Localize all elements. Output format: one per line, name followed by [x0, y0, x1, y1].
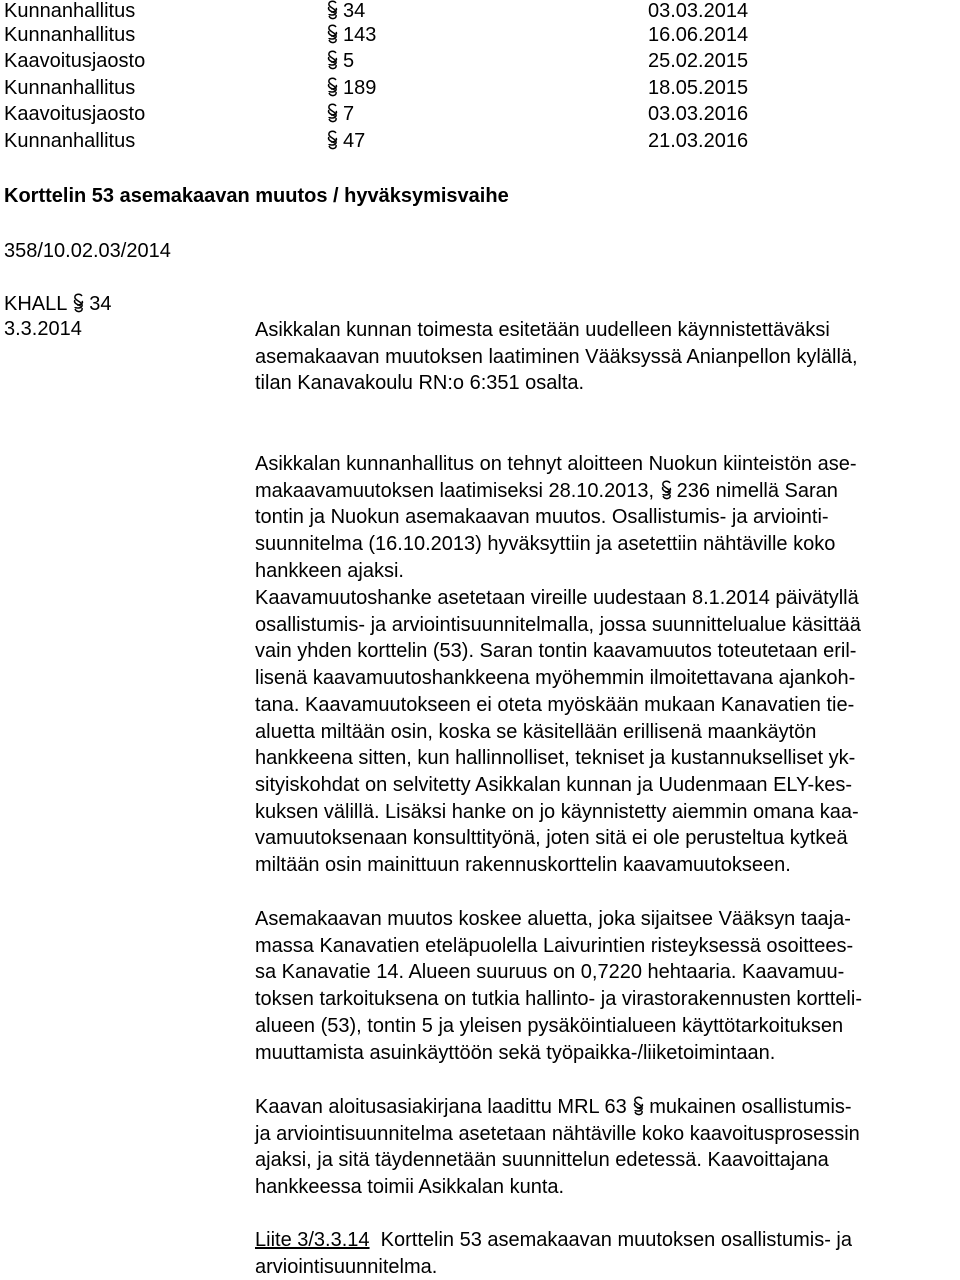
history-number: 7 [326, 103, 354, 125]
section-icon [632, 1096, 645, 1116]
item-reference: KHALL 34 [4, 293, 112, 315]
history-body: Kunnanhallitus [4, 77, 136, 99]
history-body: Kaavoitusjaosto [4, 50, 146, 72]
section-icon [326, 103, 339, 123]
paragraph-2: Asikkalan kunnanhallitus on tehnyt aloitteen Nuokun kiinteistön ase- makaavamuutoksen laatimiseksi 28.10.2013, 236 nimellä Saran tontin ja Nuokun asemakaavan muutos. Osallistumis- ja arviointi- suunnitelma (16.10.2013) hyväksyttiin ja asetettiin nähtäville koko hankkeen ajaksi. [255, 453, 857, 582]
history-date: 25.02.2015 [648, 50, 749, 72]
paragraph-1: Asikkalan kunnan toimesta esitetään uudelleen käynnistettäväksi asemakaavan muutoksen laatiminen Vääksyssä Anianpellon kylällä, tilan Kanavakoulu RN:o 6:351 osalta. [255, 319, 858, 395]
history-number: 189 [326, 77, 376, 99]
section-icon [326, 24, 339, 44]
attachment: Liite 3/3.3.14 Korttelin 53 asemakaavan muutoksen osallistumis- ja arviointisuunnitelma. [255, 1229, 852, 1278]
item-heading: Korttelin 53 asemakaavan muutos / hyväksymisvaihe [4, 185, 509, 207]
section-icon [326, 50, 339, 70]
history-number: 143 [326, 24, 376, 46]
item-date: 3.3.2014 [4, 318, 82, 340]
history-date: 16.06.2014 [648, 24, 749, 46]
history-date: 03.03.2014 [648, 0, 749, 22]
history-body: Kunnanhallitus [4, 0, 136, 22]
section-icon [326, 130, 339, 150]
paragraph-4: Asemakaavan muutos koskee aluetta, joka sijaitsee Vääksyn taaja- massa Kanavatien eteläpuolella Laivurintien risteyksessä osoittees- sa Kanavatie 14. Alueen suuruus on 0,7220 hehtaaria. Kaavamuu- toksen tarkoituksena on tutkia hallinto- ja virastorakennusten kortteli- alueen (53), tontin 5 ja yleisen pysäköintialueen käyttötarkoituksen muuttamista asuinkäyttöön sekä työpaikka-/liiketoimintaan. [255, 908, 862, 1064]
history-number: 47 [326, 130, 365, 152]
history-number: 5 [326, 50, 354, 72]
history-body: Kunnanhallitus [4, 24, 136, 46]
history-body: Kunnanhallitus [4, 130, 136, 152]
history-number: 34 [326, 0, 365, 22]
section-icon [72, 293, 85, 313]
history-date: 21.03.2016 [648, 130, 749, 152]
paragraph-5: Kaavan aloitusasiakirjana laadittu MRL 63 mukainen osallistumis- ja arviointisuunnitelma asetetaan nähtäville koko kaavoitusprosessin ajaksi, ja sitä täydennetään suunnittelun edetessä. Kaavoittajana hankkeessa toimii Asikkalan kunta. [255, 1096, 860, 1199]
section-icon [326, 0, 339, 20]
section-icon [326, 77, 339, 97]
section-icon [660, 480, 673, 500]
history-date: 03.03.2016 [648, 103, 749, 125]
history-body: Kaavoitusjaosto [4, 103, 146, 125]
paragraph-3: Kaavamuutoshanke asetetaan vireille uudestaan 8.1.2014 päivätyllä osallistumis- ja arviointisuunnitelmalla, jossa suunnittelualue käsittää vain yhden korttelin (53). Saran tontin kaavamuutos toteutetaan eril- lisenä kaavamuutoshankkeena myöhemmin ilmoitettavana ajankoh- tana. Kaavamuutokseen ei oteta myöskään mukaan Kanavatien tie- aluetta miltään osin, koska se käsitellään erillisenä maankäytön hankkeena sitten, kun hallinnolliset, tekniset ja kustannukselliset yk- sityiskohdat on selvitetty Asikkalan kunnan ja Uudenmaan ELY-kes- kuksen välillä. Lisäksi hanke on jo käynnistetty aiemmin omana kaa- vamuutoksenaan konsulttityönä, joten sitä ei ole perusteltua kytkeä miltään osin mainittuun rakennuskorttelin kaavamuutokseen. [255, 587, 861, 877]
diary-number: 358/10.02.03/2014 [4, 240, 171, 262]
attachment-link[interactable]: Liite 3/3.3.14 [255, 1229, 370, 1251]
history-date: 18.05.2015 [648, 77, 749, 99]
